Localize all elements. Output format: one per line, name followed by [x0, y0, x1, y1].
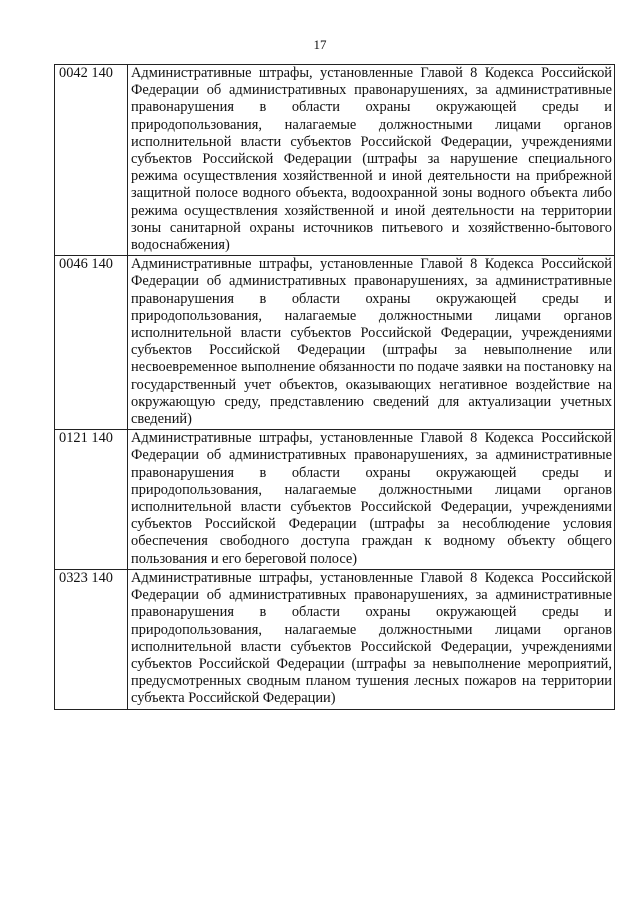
page-number: 17 — [313, 37, 327, 52]
description-cell: Административные штрафы, установленные Главой 8 Кодекса Российской Федерации об административных правонарушениях, за административные правонарушения в области охраны окружающей среды и природопользования, налагаемые должностными лицами органов исполнительной власти субъектов Российской Федерации, учреждениями субъектов Российской Федерации (штрафы за невыполнение или несвоевременное выполнение обязанности по подаче заявки на постановку на государственный учет объектов, оказывающих негативное воздействие на окружающую среду, представлению сведений для актуализации учетных сведений) — [128, 256, 615, 430]
description-cell: Административные штрафы, установленные Главой 8 Кодекса Российской Федерации об административных правонарушениях, за административные правонарушения в области охраны окружающей среды и природопользования, налагаемые должностными лицами органов исполнительной власти субъектов Российской Федерации, учреждениями субъектов Российской Федерации (штрафы за несоблюдение условия обеспечения свободного доступа граждан к водному объекту общего пользования и его береговой полосе) — [128, 430, 615, 570]
budget-code-cell: 0121 140 — [55, 430, 128, 570]
table-row — [55, 569, 615, 709]
budget-code-cell: 0323 140 — [55, 569, 128, 709]
budget-code-table — [54, 64, 615, 710]
description-cell: Административные штрафы, установленные Главой 8 Кодекса Российской Федерации об административных правонарушениях, за административные правонарушения в области охраны окружающей среды и природопользования, налагаемые должностными лицами органов исполнительной власти субъектов Российской Федерации, учреждениями субъектов Российской Федерации (штрафы за нарушение специального режима осуществления хозяйственной и иной деятельности на прибрежной защитной полосе водного объекта, водоохранной зоны водного объекта либо режима осуществления хозяйственной и иной деятельности на территории зоны санитарной охраны источников питьевого и хозяйственно-бытового водоснабжения) — [128, 65, 615, 256]
description-cell: Административные штрафы, установленные Главой 8 Кодекса Российской Федерации об административных правонарушениях, за административные правонарушения в области охраны окружающей среды и природопользования, налагаемые должностными лицами органов исполнительной власти субъектов Российской Федерации, учреждениями субъектов Российской Федерации (штрафы за невыполнение мероприятий, предусмотренных сводным планом тушения лесных пожаров на территории субъекта Российской Федерации) — [128, 569, 615, 709]
table-row — [55, 65, 615, 256]
table-row — [55, 256, 615, 430]
table-row — [55, 430, 615, 570]
budget-code-cell: 0046 140 — [55, 256, 128, 430]
budget-code-cell: 0042 140 — [55, 65, 128, 256]
